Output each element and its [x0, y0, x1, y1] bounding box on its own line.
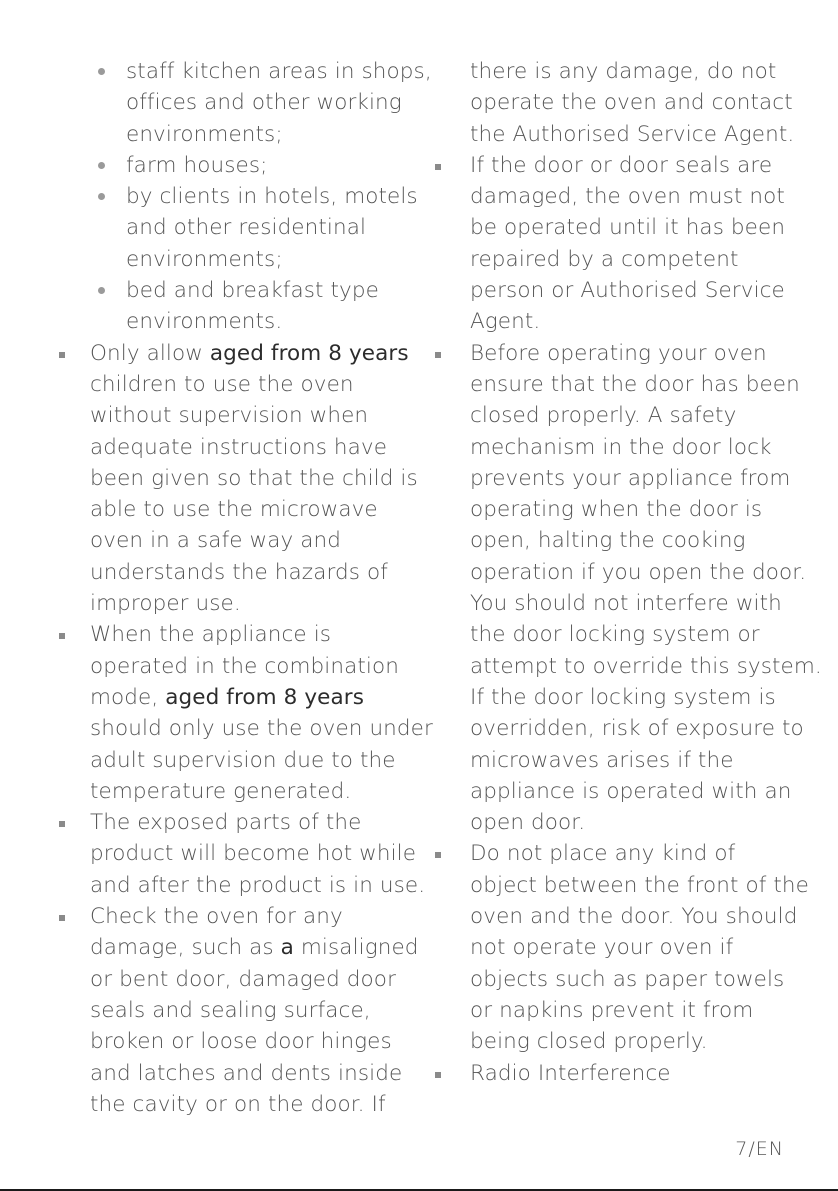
line-text — [430, 119, 794, 150]
sub-bullet-item-start — [56, 275, 416, 306]
line-text — [430, 713, 804, 744]
line-text-main: offices and other working — [126, 90, 402, 116]
line-text — [430, 932, 733, 963]
line-text-main: environments; — [126, 246, 283, 272]
bullet-item-start — [430, 150, 830, 181]
line-text — [56, 964, 396, 995]
line-text — [430, 275, 785, 306]
text-line — [56, 119, 416, 150]
line-text — [430, 1026, 708, 1057]
text-line — [56, 588, 416, 619]
bullet-item-start — [56, 619, 416, 650]
text-line — [430, 275, 830, 306]
line-text — [430, 306, 540, 337]
text-line — [430, 244, 830, 275]
text-line — [56, 400, 416, 431]
line-text-main: operation if you open the door. — [470, 559, 807, 585]
line-text — [56, 557, 388, 588]
line-text — [56, 463, 418, 494]
line-text-main: or bent door, damaged door — [90, 966, 397, 992]
line-text-main: If the door or door seals are — [470, 152, 773, 178]
line-text-main: Check the oven for any — [90, 904, 343, 930]
text-line — [56, 369, 416, 400]
line-text-main: improper use. — [90, 591, 241, 617]
line-text-main: overridden, risk of exposure to — [470, 716, 804, 742]
line-text — [56, 87, 402, 118]
line-text-main: adequate instructions have — [90, 434, 388, 460]
text-line — [430, 119, 830, 150]
text-line — [56, 964, 416, 995]
text-line — [56, 995, 416, 1026]
left-column — [56, 56, 433, 1120]
line-text-main: able to use the microwave — [90, 497, 378, 523]
line-text — [430, 1058, 671, 1089]
text-line — [56, 244, 416, 275]
text-line — [430, 557, 830, 588]
line-text-main: prevents your appliance from — [470, 465, 791, 491]
line-text — [56, 807, 361, 838]
text-line — [430, 494, 830, 525]
line-text — [430, 150, 772, 181]
line-text — [56, 275, 379, 306]
text-line — [56, 870, 426, 901]
line-text — [56, 212, 366, 243]
line-text — [430, 557, 806, 588]
text-line — [56, 557, 416, 588]
line-text-main: temperature generated. — [90, 778, 352, 804]
line-text-main: operating when the door is — [470, 497, 763, 523]
text-line — [430, 369, 830, 400]
line-text — [56, 338, 409, 369]
line-text — [430, 964, 784, 995]
line-text — [430, 212, 785, 243]
text-line — [430, 212, 830, 243]
sub-bullet-item-start — [56, 181, 416, 212]
line-text-main: adult supervision due to the — [90, 747, 396, 773]
text-line — [56, 776, 416, 807]
line-text-main: open door. — [470, 810, 586, 836]
line-text — [56, 651, 399, 682]
text-line — [56, 212, 416, 243]
text-line — [430, 306, 830, 337]
line-text — [56, 1089, 386, 1120]
line-text-main: closed properly. A safety — [470, 403, 737, 429]
line-text-main: operate the oven and contact — [470, 90, 793, 116]
right-column — [430, 56, 830, 1089]
text-line — [56, 1058, 416, 1089]
line-text-main: oven and the door. You should — [470, 904, 798, 930]
bullet-item-start — [56, 338, 416, 369]
sub-bullet-item-start — [56, 150, 416, 181]
line-text — [430, 87, 793, 118]
line-text-main: not operate your oven if — [470, 935, 734, 961]
line-text-after: misaligned — [293, 935, 419, 961]
line-text-main: Do not place any kind of — [470, 841, 736, 867]
line-text — [56, 901, 343, 932]
line-text — [56, 838, 416, 869]
text-line — [430, 682, 830, 713]
line-text — [56, 619, 331, 650]
line-text-main: understands the hazards of — [90, 559, 388, 585]
line-text — [56, 745, 396, 776]
line-text — [430, 588, 782, 619]
line-text-main: be operated until it has been — [470, 215, 786, 241]
line-text — [430, 682, 776, 713]
line-text — [430, 400, 736, 431]
line-text — [430, 901, 797, 932]
text-line — [56, 306, 416, 337]
text-line — [430, 619, 830, 650]
text-line — [430, 1026, 830, 1057]
line-text-main: by clients in hotels, motels — [126, 184, 418, 210]
text-line — [56, 651, 416, 682]
text-line — [56, 713, 433, 744]
bullet-item-start — [430, 1058, 830, 1089]
line-text-main: Radio Interference — [470, 1060, 671, 1086]
line-text-main: person or Authorised Service — [470, 278, 785, 304]
text-line — [430, 995, 830, 1026]
line-text-main: should only use the oven under — [90, 716, 433, 742]
bullet-item-start — [56, 807, 416, 838]
line-text — [56, 150, 267, 181]
line-text-main: been given so that the child is — [90, 465, 418, 491]
line-text-main: The exposed parts of the — [90, 810, 362, 836]
sub-bullet-item-start — [56, 56, 432, 87]
line-text — [430, 494, 762, 525]
line-text-main: Before operating your oven — [470, 340, 767, 366]
line-text — [56, 306, 282, 337]
text-line — [56, 87, 416, 118]
line-text — [430, 432, 772, 463]
line-text-main: Only allow — [90, 340, 210, 366]
line-text — [56, 682, 364, 713]
line-text — [56, 870, 425, 901]
text-line — [430, 525, 830, 556]
text-line — [56, 932, 419, 963]
line-text-main: environments. — [126, 309, 283, 335]
line-text-main: being closed properly. — [470, 1029, 708, 1055]
text-line — [430, 964, 830, 995]
line-text — [56, 932, 419, 963]
text-line — [56, 432, 416, 463]
line-text — [56, 181, 418, 212]
line-text — [56, 56, 432, 87]
line-text-main: Agent. — [470, 309, 541, 335]
text-line — [430, 776, 830, 807]
line-text-main: When the appliance is — [90, 622, 332, 648]
line-text-main: and latches and dents inside — [90, 1060, 403, 1086]
line-text-main: there is any damage, do not — [470, 59, 777, 84]
line-text-main: the cavity or on the door. If — [90, 1091, 386, 1117]
line-text-main: You should not interfere with — [470, 591, 782, 617]
line-text — [430, 651, 822, 682]
highlighted-text: a — [280, 935, 294, 961]
line-text-main: repaired by a competent — [470, 246, 739, 272]
line-text — [430, 838, 735, 869]
line-text-main: damage, such as — [90, 935, 281, 961]
line-text — [430, 995, 753, 1026]
line-text — [430, 338, 767, 369]
line-text-main: the door locking system or — [470, 622, 760, 648]
line-text-main: object between the front of the — [470, 872, 809, 898]
text-line — [56, 682, 416, 713]
line-text-main: mode, — [90, 684, 166, 710]
line-text — [430, 181, 785, 212]
text-line — [56, 463, 416, 494]
line-text — [430, 525, 746, 556]
text-line — [430, 807, 830, 838]
text-line — [430, 870, 830, 901]
line-text — [56, 400, 368, 431]
text-line — [430, 432, 830, 463]
line-text — [430, 870, 809, 901]
line-text-main: staff kitchen areas in shops, — [126, 59, 432, 84]
line-text-main: seals and sealing surface, — [90, 997, 371, 1023]
text-line — [430, 932, 830, 963]
line-text-main: environments; — [126, 121, 283, 147]
line-text-main: without supervision when — [90, 403, 369, 429]
line-text — [56, 776, 351, 807]
line-text — [430, 619, 760, 650]
line-text-main: and after the product is in use. — [90, 872, 426, 898]
text-line — [430, 588, 830, 619]
line-text — [56, 244, 283, 275]
line-text — [56, 995, 371, 1026]
line-text-main: oven in a safe way and — [90, 528, 341, 554]
text-line — [56, 1026, 416, 1057]
bullet-item-start — [56, 901, 416, 932]
line-text-main: microwaves arises if the — [470, 747, 734, 773]
line-text-main: and other residentinal — [126, 215, 367, 241]
line-text — [56, 119, 283, 150]
text-line — [56, 838, 416, 869]
line-text — [56, 494, 378, 525]
line-text-main: children to use the oven — [90, 371, 354, 397]
text-line — [430, 181, 830, 212]
text-line — [430, 651, 830, 682]
text-line — [430, 463, 830, 494]
bullet-item-start — [430, 838, 830, 869]
line-text — [56, 1058, 402, 1089]
line-text — [56, 525, 341, 556]
text-line — [56, 525, 416, 556]
line-text-main: appliance is operated with an — [470, 778, 792, 804]
line-text — [56, 713, 433, 744]
line-text-main: operated in the combination — [90, 653, 399, 679]
highlighted-text: aged from 8 years — [165, 684, 365, 710]
bullet-item-start — [430, 338, 830, 369]
line-text-main: objects such as paper towels — [470, 966, 785, 992]
line-text — [56, 369, 354, 400]
line-text-main: ensure that the door has been — [470, 371, 800, 397]
line-text-main: damaged, the oven must not — [470, 184, 785, 210]
text-line — [56, 1089, 416, 1120]
line-text-main: broken or loose door hinges — [90, 1029, 392, 1055]
line-text-main: mechanism in the door lock — [470, 434, 772, 460]
page-number: 7/EN — [735, 1138, 784, 1160]
line-text — [56, 1026, 392, 1057]
line-text-main: open, halting the cooking — [470, 528, 746, 554]
text-line — [430, 745, 830, 776]
line-text-main: product will become hot while — [90, 841, 417, 867]
line-text — [430, 745, 734, 776]
line-text — [56, 588, 241, 619]
text-line — [56, 494, 416, 525]
line-text — [430, 369, 800, 400]
text-line — [430, 901, 830, 932]
text-line — [430, 400, 830, 431]
line-text-main: bed and breakfast type — [126, 278, 379, 304]
text-line — [430, 87, 830, 118]
highlighted-text: aged from 8 years — [209, 340, 409, 366]
text-line — [56, 745, 416, 776]
text-line — [430, 713, 830, 744]
line-text — [430, 463, 790, 494]
line-text-main: If the door locking system is — [470, 684, 776, 710]
line-text — [430, 56, 776, 87]
text-line — [430, 56, 830, 87]
line-text — [430, 807, 585, 838]
line-text-main: the Authorised Service Agent. — [470, 121, 795, 147]
line-text-main: or napkins prevent it from — [470, 997, 754, 1023]
line-text — [430, 776, 791, 807]
line-text — [56, 432, 387, 463]
line-text — [430, 244, 739, 275]
line-text-main: farm houses; — [126, 152, 268, 178]
line-text-main: attempt to override this system. — [470, 653, 822, 679]
